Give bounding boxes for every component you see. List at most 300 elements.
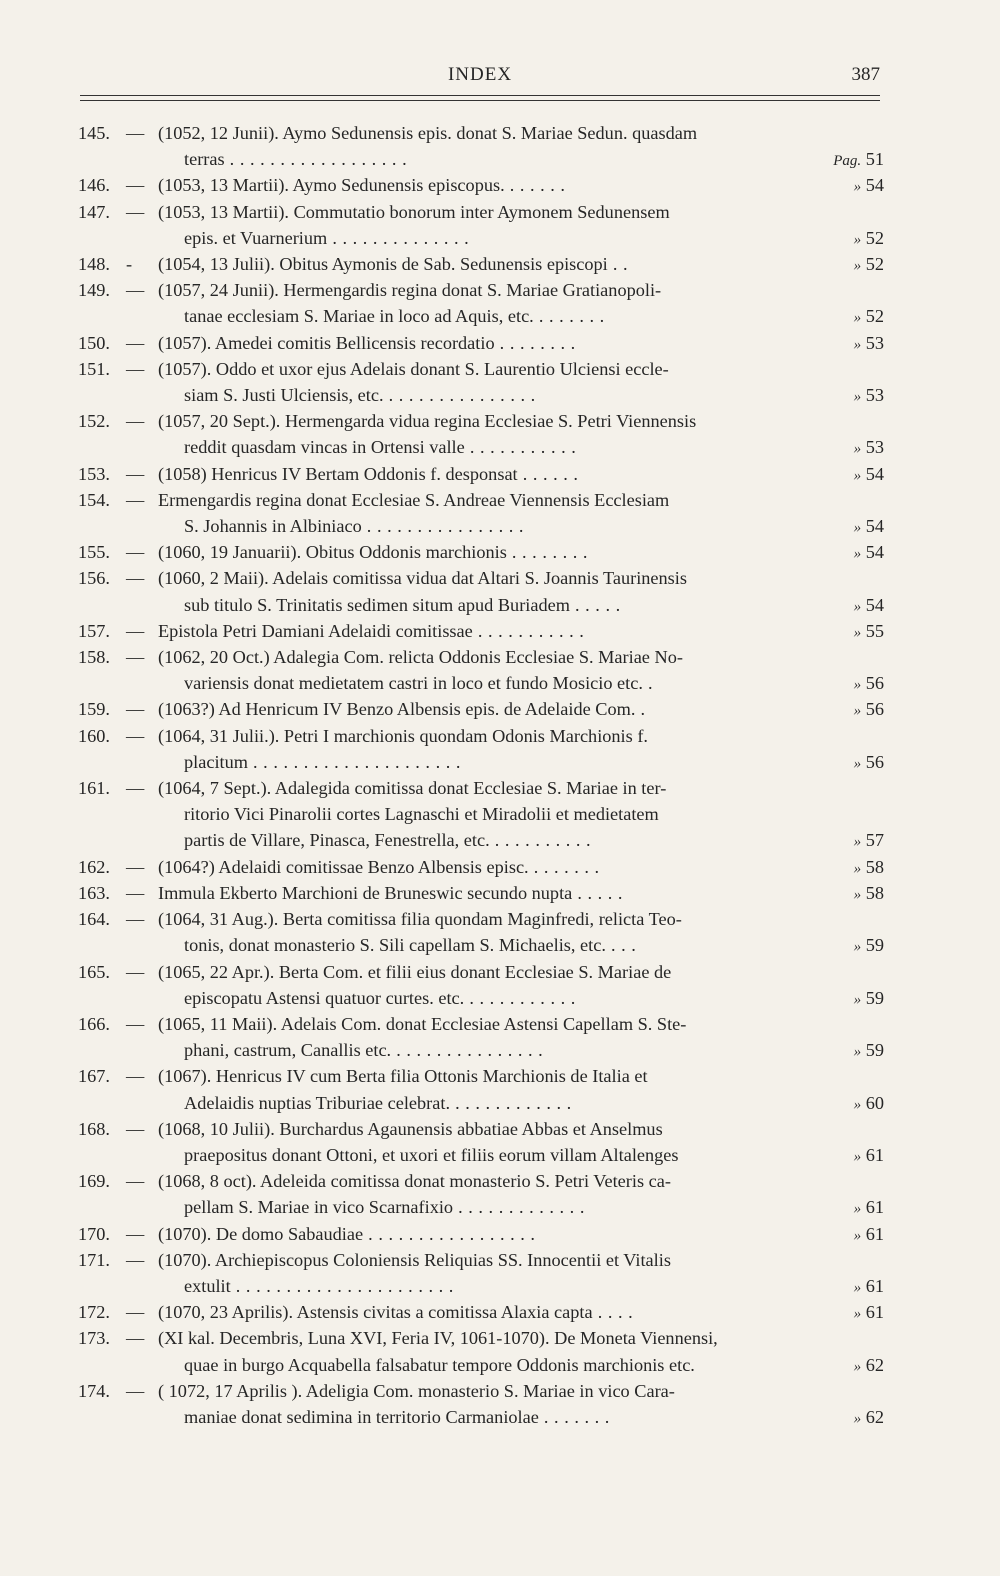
dot-leader: . . . . . . . . . . . (464, 987, 576, 1008)
page-reference (826, 1142, 884, 1170)
dot-leader: . . . . . (572, 882, 623, 903)
entry-text: ritorio Vici Pinarolii cortes Lagnaschi et Miradolii et medietatem (184, 804, 659, 825)
entry-text: sub titulo S. Trinitatis sedimen situm apud Buriadem (184, 594, 570, 615)
entry-text: variensis donat medietatem castri in loco et fundo Mosicio etc. (184, 673, 643, 694)
entry-text: (1060, 2 Maii). Adelais comitissa vidua dat Altari S. Joannis Taurinensis (158, 568, 687, 589)
index-entry (78, 1116, 884, 1168)
dot-leader: . . . . . . . . . . . . . . . . . . . . . . (230, 1275, 454, 1296)
page-reference (826, 330, 884, 358)
page-ref-number: 54 (865, 594, 884, 615)
page-ref-number: 52 (865, 254, 884, 275)
page-ref-number: 61 (865, 1275, 884, 1296)
page-ref-number: 59 (865, 935, 884, 956)
entry-line (158, 382, 884, 408)
entry-dash: — (126, 123, 145, 143)
index-entry (78, 1063, 884, 1115)
entry-number: 167. (78, 1066, 110, 1087)
index-entry-list (78, 120, 884, 1430)
entry-number: 149. (78, 280, 110, 301)
entry-dash: — (126, 1013, 145, 1034)
index-entry (78, 1168, 884, 1220)
entry-dash: — (126, 1171, 145, 1192)
page-ref-number: 54 (865, 175, 884, 196)
entry-text: Epistola Petri Damiani Adelaidi comitissae (158, 620, 473, 641)
entry-number: 146. (78, 175, 110, 196)
dot-leader: . . . . . . . . . . . . (450, 1092, 572, 1113)
index-entry (78, 330, 884, 356)
page-reference (826, 434, 884, 462)
entry-text: (1057, 20 Sept.). Hermengarda vidua regina Ecclesiae S. Petri Viennensis (158, 411, 697, 432)
page-mark: » (853, 1044, 862, 1061)
entry-text: (1062, 20 Oct.) Adalegia Com. relicta Oddonis Ecclesiae S. Mariae No- (158, 647, 683, 668)
page-reference (826, 461, 884, 489)
entry-line (158, 172, 884, 198)
page-ref-number: 54 (865, 542, 884, 563)
index-entry (78, 618, 884, 644)
page-reference (826, 1299, 884, 1327)
entry-line (158, 1116, 884, 1142)
index-entry (78, 277, 884, 329)
page-ref-number: 51 (865, 149, 884, 170)
index-entry (78, 1247, 884, 1299)
entry-line (158, 801, 884, 827)
page-mark: » (853, 389, 862, 406)
dot-leader: . . . . . . . (538, 1406, 610, 1427)
dot-leader: . . . . . . . . . . . . . . . . . . . . . (247, 751, 461, 772)
index-entry (78, 199, 884, 251)
entry-line (158, 1247, 884, 1273)
header-rule (80, 95, 880, 96)
entry-line (158, 880, 884, 906)
entry-number: 160. (78, 725, 110, 746)
entry-text: (1057). Amedei comitis Bellicensis recordatio (158, 332, 495, 353)
entry-dash: — (126, 856, 145, 877)
page-ref-number: 56 (865, 699, 884, 720)
entry-number: 158. (78, 647, 110, 668)
entry-number: 150. (78, 332, 110, 353)
page-ref-number: 62 (865, 1354, 884, 1375)
entry-text: maniae donat sedimina in territorio Carmaniolae (184, 1406, 539, 1427)
page-reference (826, 251, 884, 279)
index-entry (78, 880, 884, 906)
entry-line (158, 1352, 884, 1378)
entry-number: 166. (78, 1013, 110, 1034)
entry-line (158, 959, 884, 985)
entry-text: (1054, 13 Julii). Obitus Aymonis de Sab. Sedunensis episcopi (158, 254, 608, 275)
index-entry (78, 906, 884, 958)
page-reference (826, 696, 884, 724)
entry-text: phani, castrum, Canallis etc. (184, 1040, 392, 1061)
page-reference (826, 539, 884, 567)
entry-text: (1070). Archiepiscopus Coloniensis Reliquias SS. Innocentii et Vitalis (158, 1249, 671, 1270)
entry-text: placitum (184, 751, 248, 772)
index-entry (78, 723, 884, 775)
index-entry (78, 696, 884, 722)
entry-number: 169. (78, 1171, 110, 1192)
page-reference (826, 749, 884, 777)
dot-leader: . . . . . . . . . . . . . . . (383, 385, 536, 406)
entry-text: (1063?) Ad Henricum IV Benzo Albensis epis. de Adelaide Com. (158, 699, 636, 720)
page-mark: » (853, 231, 862, 248)
entry-dash: — (126, 647, 145, 668)
entry-text: (1068, 10 Julii). Burchardus Agaunensis abbatiae Abbas et Anselmus (158, 1118, 663, 1139)
page-ref-number: 59 (865, 1040, 884, 1061)
page-reference (826, 854, 884, 882)
entry-dash: — (126, 961, 145, 982)
entry-line (158, 1168, 884, 1194)
entry-line (158, 513, 884, 539)
entry-text: (1065, 11 Maii). Adelais Com. donat Ecclesiae Astensi Capellam S. Ste- (158, 1013, 687, 1034)
entry-line (158, 539, 884, 565)
page-reference (826, 225, 884, 253)
page-ref-number: 55 (865, 620, 884, 641)
entry-line (158, 906, 884, 932)
dot-leader: . (635, 699, 646, 720)
page-mark: » (853, 1148, 862, 1165)
page-ref-number: 52 (865, 306, 884, 327)
entry-dash: — (126, 463, 145, 484)
index-entry (78, 251, 884, 277)
entry-text: epis. et Vuarnerium (184, 227, 328, 248)
page-reference (826, 146, 884, 174)
page-reference (826, 880, 884, 908)
page-ref-number: 56 (865, 673, 884, 694)
page-reference (826, 513, 884, 541)
entry-text: Immula Ekberto Marchioni de Bruneswic secundo nupta (158, 882, 573, 903)
page-reference (826, 1273, 884, 1301)
page-mark: » (853, 1306, 862, 1323)
entry-number: 164. (78, 909, 110, 930)
entry-text: (1067). Henricus IV cum Berta filia Ottonis Marchionis de Italia et (158, 1066, 648, 1087)
entry-text: terras (184, 149, 225, 170)
dot-leader: . . . . . (569, 594, 621, 615)
dot-leader: . . . . . . . . (506, 542, 588, 563)
entry-line (158, 277, 884, 303)
entry-number: 153. (78, 463, 110, 484)
entry-text: siam S. Justi Ulciensis, etc. (184, 385, 384, 406)
entry-text: praepositus donant Ottoni, et uxori et filiis eorum villam Altalenges (184, 1144, 679, 1165)
entry-text: partis de Villare, Pinasca, Fenestrella, etc. (184, 830, 490, 851)
entry-line (158, 146, 884, 172)
page-mark: » (853, 598, 862, 615)
entry-text: (1064, 7 Sept.). Adalegida comitissa donat Ecclesiae S. Mariae in ter- (158, 778, 667, 799)
dot-leader: . . . . . . . . . . . . . (453, 1197, 585, 1218)
entry-text: (1053, 13 Martii). Aymo Sedunensis episcopus. (158, 175, 505, 196)
entry-text: (1064?) Adelaidi comitissae Benzo Albensis episc. (158, 856, 529, 877)
page-mark: » (853, 310, 862, 327)
entry-text: (1064, 31 Julii.). Petri I marchionis quondam Odonis Marchionis f. (158, 725, 648, 746)
running-head (80, 64, 880, 94)
page-ref-number: 56 (865, 751, 884, 772)
entry-dash: — (126, 201, 145, 222)
entry-number: 168. (78, 1118, 110, 1139)
entry-dash: — (126, 280, 145, 301)
page-ref-number: 53 (865, 332, 884, 353)
entry-line (158, 225, 884, 251)
dot-leader: . . (607, 254, 629, 275)
page-mark: » (853, 834, 862, 851)
page-mark: » (853, 336, 862, 353)
index-entry (78, 1299, 884, 1325)
index-entry (78, 1325, 884, 1377)
index-entry (78, 408, 884, 460)
dot-leader: . . . . . . . . . . . (464, 437, 577, 458)
page-mark: » (853, 441, 862, 458)
page-ref-number: 61 (865, 1302, 884, 1323)
index-entry (78, 854, 884, 880)
entry-number: 152. (78, 411, 110, 432)
entry-number: 174. (78, 1380, 110, 1401)
entry-text: Adelaidis nuptias Triburiae celebrat. (184, 1092, 451, 1113)
entry-dash: — (126, 778, 145, 799)
entry-line (158, 1273, 884, 1299)
page-mark: » (853, 1201, 862, 1218)
dot-leader: . . . . . . . (533, 306, 605, 327)
entry-number: 170. (78, 1223, 110, 1244)
entry-number: 151. (78, 358, 110, 379)
index-entry (78, 644, 884, 696)
entry-line (158, 356, 884, 382)
index-entry (78, 565, 884, 617)
entry-line (158, 723, 884, 749)
entry-number: 156. (78, 568, 110, 589)
entry-text: (1060, 19 Januarii). Obitus Oddonis marchionis (158, 542, 507, 563)
page-ref-number: 61 (865, 1223, 884, 1244)
dot-leader: . . . . . . . (528, 856, 600, 877)
entry-line (158, 1404, 884, 1430)
entry-line (158, 592, 884, 618)
entry-dash: — (126, 1302, 145, 1323)
page-ref-number: 54 (865, 463, 884, 484)
page-ref-number: 61 (865, 1144, 884, 1165)
index-entry (78, 775, 884, 854)
entry-line (158, 618, 884, 644)
index-entry (78, 959, 884, 1011)
page-reference (826, 303, 884, 331)
entry-line (158, 854, 884, 880)
entry-text: pellam S. Mariae in vico Scarnafixio (184, 1197, 454, 1218)
entry-line (158, 1063, 884, 1089)
page-reference (826, 1090, 884, 1118)
page-reference (826, 382, 884, 410)
entry-dash: — (126, 1249, 145, 1270)
page-mark: » (853, 1096, 862, 1113)
page-mark: » (853, 1410, 862, 1427)
entry-dash: — (126, 1118, 145, 1139)
page-reference (826, 592, 884, 620)
entry-dash: - (126, 254, 133, 275)
entry-line (158, 461, 884, 487)
page-mark: » (853, 860, 862, 877)
dot-leader: . . . . . . . . . . . . . . . . . . (224, 149, 408, 170)
dot-leader: . . . . . . . . . . . . . . . (391, 1040, 544, 1061)
page-ref-number: 58 (865, 856, 884, 877)
entry-number: 154. (78, 489, 110, 510)
entry-text: (XI kal. Decembris, Luna XVI, Feria IV, 1061-1070). De Moneta Viennensi, (158, 1328, 718, 1349)
dot-leader: . (642, 673, 654, 694)
entry-line (158, 330, 884, 356)
entry-number: 161. (78, 778, 110, 799)
page-mark: » (853, 755, 862, 772)
dot-leader: . . . . . . . . . . . . . . . . (361, 516, 524, 537)
entry-line (158, 1037, 884, 1063)
entry-dash: — (126, 1380, 145, 1401)
page-ref-number: 61 (865, 1197, 884, 1218)
entry-dash: — (126, 725, 145, 746)
entry-number: 173. (78, 1328, 110, 1349)
page-mark: » (853, 1279, 862, 1296)
page-reference (826, 932, 884, 960)
page-mark: » (853, 991, 862, 1008)
entry-text: (1057). Oddo et uxor ejus Adelais donant S. Laurentio Ulciensi eccle- (158, 358, 669, 379)
header-rule (80, 100, 880, 101)
dot-leader: . . . (605, 935, 637, 956)
dot-leader: . . . . . . . . . . . . . . . . . (363, 1223, 536, 1244)
page-mark: » (853, 1358, 862, 1375)
page-mark: » (853, 258, 862, 275)
entry-line (158, 696, 884, 722)
entry-text: (1057, 24 Junii). Hermengardis regina donat S. Mariae Gratianopoli- (158, 280, 662, 301)
dot-leader: . . . . . . . . . . . (472, 620, 585, 641)
entry-number: 163. (78, 882, 110, 903)
entry-line (158, 303, 884, 329)
page-mark: » (853, 467, 862, 484)
entry-dash: — (126, 175, 145, 196)
index-entry (78, 1011, 884, 1063)
entry-line (158, 408, 884, 434)
entry-number: 157. (78, 620, 110, 641)
entry-dash: — (126, 358, 145, 379)
entry-dash: — (126, 699, 145, 720)
page-mark: » (853, 624, 862, 641)
entry-dash: — (126, 882, 145, 903)
page-mark: » (853, 677, 862, 694)
index-entry (78, 172, 884, 198)
entry-line (158, 1194, 884, 1220)
index-entry (78, 539, 884, 565)
entry-dash: — (126, 909, 145, 930)
page-ref-number: 60 (865, 1092, 884, 1113)
dot-leader: . . . . (592, 1302, 634, 1323)
entry-line (158, 487, 884, 513)
page-reference (826, 985, 884, 1013)
entry-text: extulit (184, 1275, 231, 1296)
page-ref-number: 54 (865, 516, 884, 537)
entry-number: 145. (78, 123, 110, 143)
entry-text: episcopatu Astensi quatuor curtes. etc. (184, 987, 465, 1008)
entry-line (158, 434, 884, 460)
entry-text: (1065, 22 Apr.). Berta Com. et filii eius donant Ecclesiae S. Mariae de (158, 961, 672, 982)
entry-text: (1058) Henricus IV Bertam Oddonis f. desponsat (158, 463, 518, 484)
entry-dash: — (126, 489, 145, 510)
entry-dash: — (126, 411, 145, 432)
entry-dash: — (126, 1223, 145, 1244)
entry-line (158, 1090, 884, 1116)
entry-text: (1052, 12 Junii). Aymo Sedunensis epis. donat S. Mariae Sedun. quasdam (158, 123, 698, 143)
entry-number: 162. (78, 856, 110, 877)
entry-line (158, 1378, 884, 1404)
entry-text: (1070, 23 Aprilis). Astensis civitas a comitissa Alaxia capta (158, 1302, 593, 1323)
page-reference (826, 1221, 884, 1249)
page-mark: » (853, 703, 862, 720)
entry-text: (1053, 13 Martii). Commutatio bonorum inter Aymonem Sedunensem (158, 201, 670, 222)
index-entry (78, 1378, 884, 1430)
dot-leader: . . . . . . . . . . . . . . (327, 227, 470, 248)
page-mark: » (853, 1227, 862, 1244)
page-ref-number: 59 (865, 987, 884, 1008)
entry-dash: — (126, 1066, 145, 1087)
entry-line (158, 749, 884, 775)
index-entry (78, 356, 884, 408)
entry-line (158, 199, 884, 225)
entry-text: (1070). De domo Sabaudiae (158, 1223, 364, 1244)
index-entry (78, 487, 884, 539)
entry-line (158, 251, 884, 277)
dot-leader: . . . . . . (504, 175, 566, 196)
page-ref-number: 53 (865, 385, 884, 406)
entry-line (158, 1142, 884, 1168)
entry-line (158, 565, 884, 591)
page-reference (826, 1404, 884, 1432)
page-mark: » (853, 179, 862, 196)
entry-line (158, 827, 884, 853)
entry-number: 159. (78, 699, 110, 720)
entry-line (158, 670, 884, 696)
entry-line (158, 932, 884, 958)
entry-line (158, 985, 884, 1011)
entry-dash: — (126, 542, 145, 563)
entry-text: reddit quasdam vincas in Ortensi valle (184, 437, 465, 458)
entry-dash: — (126, 332, 145, 353)
page-ref-number: 62 (865, 1406, 884, 1427)
index-entry (78, 120, 884, 172)
page-ref-number: 57 (865, 830, 884, 851)
entry-text: S. Johannis in Albiniaco (184, 516, 362, 537)
entry-dash: — (126, 1328, 145, 1349)
page-mark: » (853, 546, 862, 563)
page-mark: » (853, 520, 862, 537)
page-ref-number: 53 (865, 437, 884, 458)
entry-dash: — (126, 620, 145, 641)
page-ref-number: 52 (865, 227, 884, 248)
entry-line (158, 1221, 884, 1247)
page-number: 387 (851, 64, 880, 85)
entry-line (158, 120, 884, 146)
entry-text: (1068, 8 oct). Adeleida comitissa donat monasterio S. Petri Veteris ca- (158, 1171, 671, 1192)
entry-number: 147. (78, 201, 110, 222)
entry-number: 165. (78, 961, 110, 982)
page-mark: » (853, 939, 862, 956)
dot-leader: . . . . . . (517, 463, 579, 484)
entry-text: tonis, donat monasterio S. Sili capellam S. Michaelis, etc. (184, 935, 606, 956)
dot-leader: . . . . . . . . . . (489, 830, 592, 851)
page-reference (826, 618, 884, 646)
index-entry (78, 461, 884, 487)
page-mark: » (853, 886, 862, 903)
page-reference (826, 172, 884, 200)
entry-line (158, 1299, 884, 1325)
entry-text: (1064, 31 Aug.). Berta comitissa filia quondam Maginfredi, relicta Teo- (158, 909, 682, 930)
entry-line (158, 775, 884, 801)
page-reference (826, 1037, 884, 1065)
entry-line (158, 1011, 884, 1037)
page-ref-number: 58 (865, 882, 884, 903)
entry-number: 172. (78, 1302, 110, 1323)
entry-text: quae in burgo Acquabella falsabatur tempore Oddonis marchionis etc. (184, 1354, 695, 1375)
entry-number: 148. (78, 254, 110, 275)
dot-leader: . . . . . . . . (494, 332, 576, 353)
entry-line (158, 1325, 884, 1351)
